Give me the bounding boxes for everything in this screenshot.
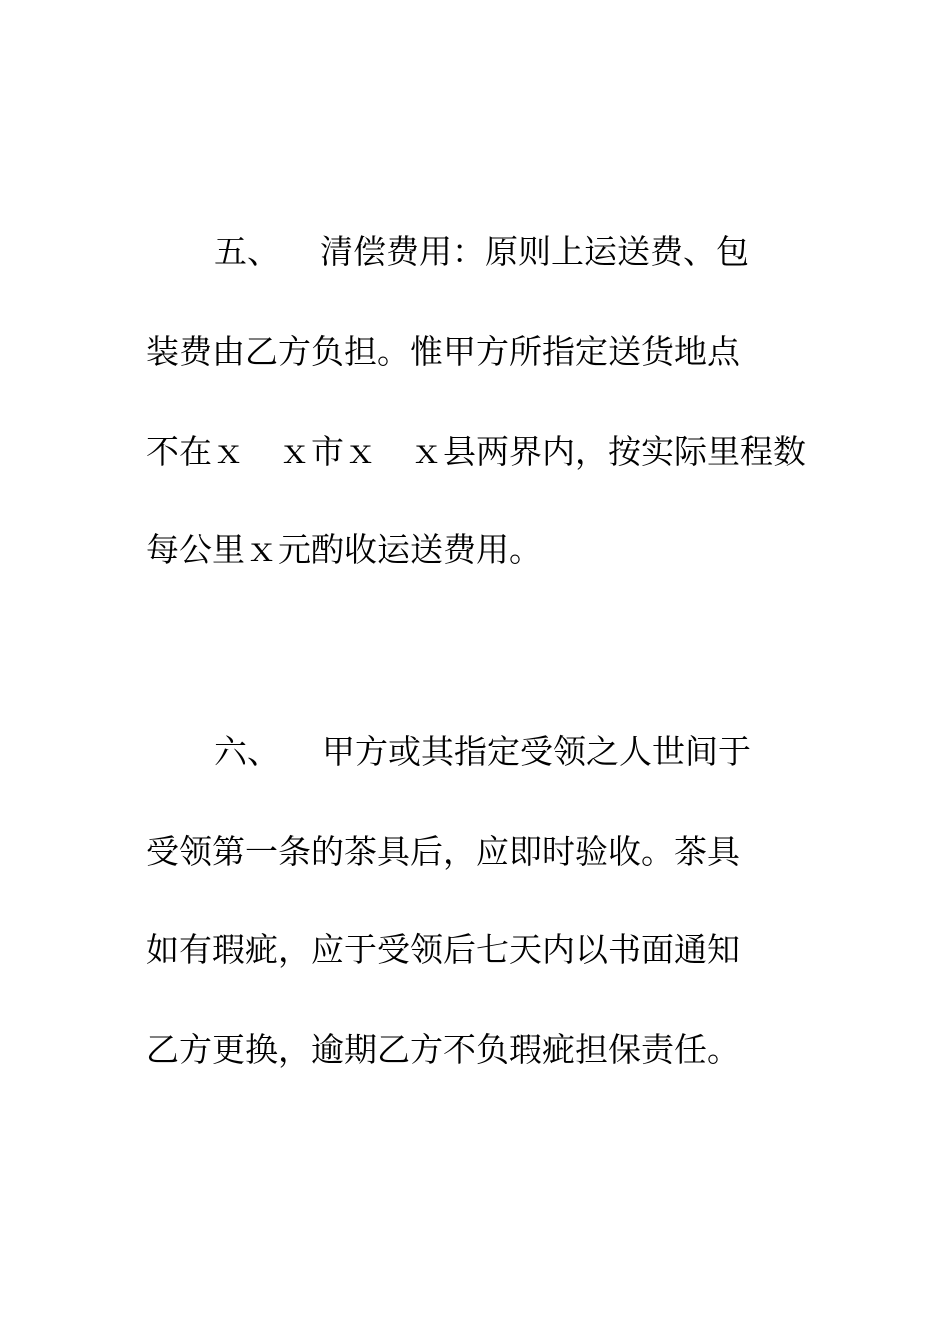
section-6-text-1: 甲方或其指定受领之人世间于 bbox=[322, 732, 751, 771]
section-6-number: 六、 bbox=[214, 732, 280, 771]
section-5-line-3: 不在ｘ ｘ市ｘ ｘ县两界内，按实际里程数 bbox=[146, 432, 806, 471]
section-6-line-4: 乙方更换，逾期乙方不负瑕疵担保责任。 bbox=[146, 1030, 740, 1069]
section-5-line-2: 装费由乙方负担。惟甲方所指定送货地点 bbox=[146, 332, 740, 371]
section-5-line-1 bbox=[214, 232, 749, 272]
section-5-number: 五、 bbox=[214, 232, 280, 271]
section-6-line-3: 如有瑕疵，应于受领后七天内以书面通知 bbox=[146, 930, 740, 969]
section-6-line-2: 受领第一条的茶具后，应即时验收。茶具 bbox=[146, 832, 740, 871]
section-5-text-1: 清偿费用：原则上运送费、包 bbox=[320, 232, 749, 271]
section-5-line-4: 每公里ｘ元酌收运送费用。 bbox=[146, 530, 542, 569]
section-6-line-1 bbox=[214, 732, 751, 772]
